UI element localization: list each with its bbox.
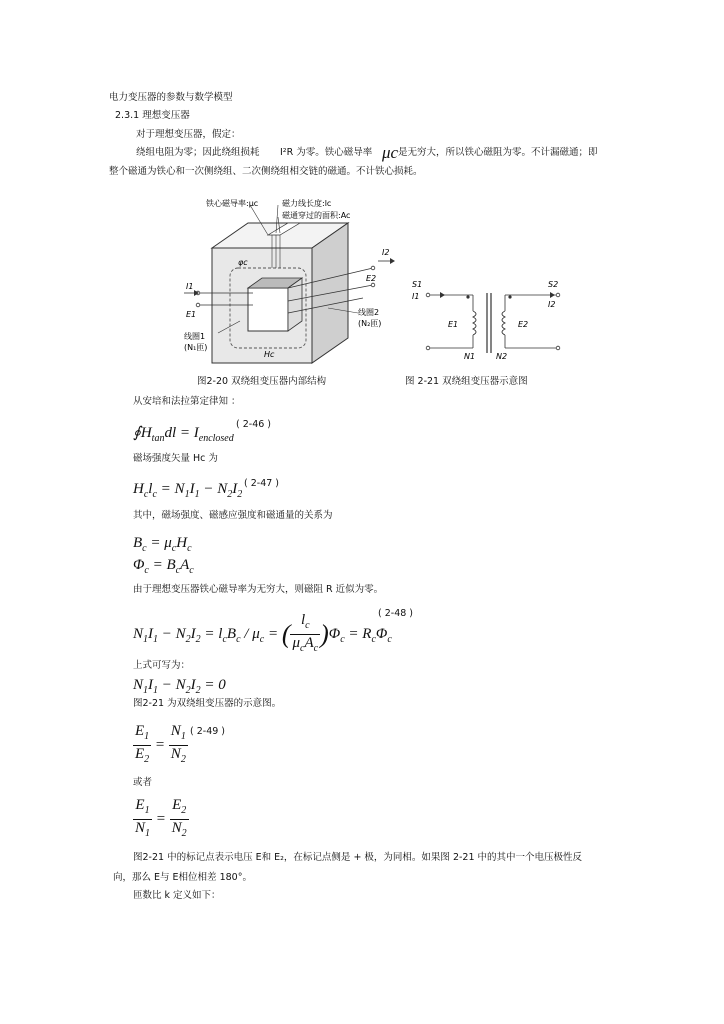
paragraph-or: 或者 [133, 777, 153, 788]
equation-2-48: $N_1I_1 - N_2I_2 = l_cB_c / \mu_c$ = ( $\frac{l_c}{\mu_cA_c}$ )$\Phi_c = R_c\Phi_c$ [133, 612, 392, 654]
fig20-label-n1: (N₁匝) [184, 343, 208, 352]
fig20-label-area: 磁通穿过的面积:Ac [282, 211, 351, 220]
document-title: 电力变压器的参数与数学模型 [109, 92, 233, 103]
equation-2-47-label: ( 2-47 ) [244, 478, 280, 489]
fig20-label-length: 磁力线长度:lc [282, 199, 332, 208]
fig21-n1: N1 [464, 352, 476, 361]
fig20-label-n2: (N₂匝) [358, 319, 382, 328]
paragraph-ampere: 从安培和法拉第定律知 ： [133, 396, 241, 407]
paragraph-fig21: 图2-21 为双绕组变压器的示意图。 [133, 698, 282, 709]
paragraph-line1a: 绕组电阻为零；因此绕组损耗 [136, 147, 260, 158]
equation-ampere-turns: $N_1I_1 - N_2I_2 = 0$ [133, 677, 226, 696]
section-heading: 2.3.1 理想变压器 [115, 110, 190, 121]
paragraph-mark-line2: 向，那么 E与 E相位相差 180°。 [113, 872, 252, 883]
fig21-e1: E1 [448, 320, 459, 329]
equation-phi-b-a: $\Phi_c = B_cA_c$ [133, 557, 194, 576]
fig20-sym-e2: E2 [366, 274, 377, 283]
fig21-e2: E2 [518, 320, 529, 329]
fig20-sym-h: Hc [264, 350, 275, 359]
paragraph-turns-ratio: 匝数比 k 定义如下： [133, 890, 221, 901]
figure-2-20-caption: 图2-20 双绕组变压器内部结构 [197, 376, 327, 387]
paragraph-rewrite: 上式可写为： [133, 660, 191, 671]
fig21-i1: I1 [412, 292, 420, 301]
equation-2-46-label: ( 2-46 ) [236, 419, 272, 430]
fig21-s2: S2 [548, 280, 559, 289]
fig20-sym-i1: I1 [186, 282, 194, 291]
mu-c-symbol: μc [382, 143, 399, 162]
fig21-n2: N2 [496, 352, 508, 361]
fig20-label-permeability: 铁心磁导率:μc [206, 199, 259, 208]
paragraph-mark-line1: 图2-21 中的标记点表示电压 E和 E₂，在标记点侧是 + 极，为同相。如果图 2-21 中的其中一个电压极性反 [133, 852, 583, 863]
figure-2-20-transformer-structure [178, 193, 568, 368]
paragraph-assumption: 对于理想变压器，假定： [136, 129, 241, 140]
paragraph-hc: 磁场强度矢量 Hc 为 [133, 453, 218, 464]
fig20-label-coil2: 线圈2 [358, 308, 380, 317]
equation-2-47: $H_cl_c = N_1I_1 - N_2I_2$ [133, 481, 243, 500]
fig20-label-coil1: 线圈1 [184, 332, 206, 341]
paragraph-line1b: I²R 为零。铁心磁导率 [280, 147, 373, 158]
fig21-i2: I2 [548, 300, 556, 309]
equation-2-49: $\frac{E_1}{E_2}$ = $\frac{N_1}{N_2}$ [135, 723, 186, 765]
equation-2-49-label: ( 2-49 ) [190, 726, 226, 737]
fig20-sym-i2: I2 [382, 248, 390, 257]
paragraph-reluctance: 由于理想变压器铁心磁导率为无穷大，则磁阻 R 近似为零。 [133, 584, 384, 595]
paragraph-relation: 其中，磁场强度、磁感应强度和磁通量的关系为 [133, 510, 333, 521]
fig20-sym-phi: φc [238, 258, 248, 267]
equation-2-46: $∮H_{tan}dl = I_{enclosed}$ [133, 425, 234, 444]
equation-b-mu-h: $B_c = \mu_cH_c$ [133, 535, 192, 554]
fig20-sym-e1: E1 [186, 310, 197, 319]
paragraph-line2: 整个磁通为铁心和一次侧绕组、二次侧绕组相交链的磁通。不计铁心损耗。 [109, 166, 423, 177]
fig21-s1: S1 [412, 280, 423, 289]
figure-2-21-caption: 图 2-21 双绕组变压器示意图 [405, 376, 528, 387]
equation-2-48-label: ( 2-48 ) [378, 608, 414, 619]
paragraph-line1c: 是无穷大，所以铁心磁阻为零。不计漏磁通；即 [398, 147, 598, 158]
equation-e-over-n: $\frac{E_1}{N_1}$ = $\frac{E_2}{N_2}$ [135, 797, 187, 839]
